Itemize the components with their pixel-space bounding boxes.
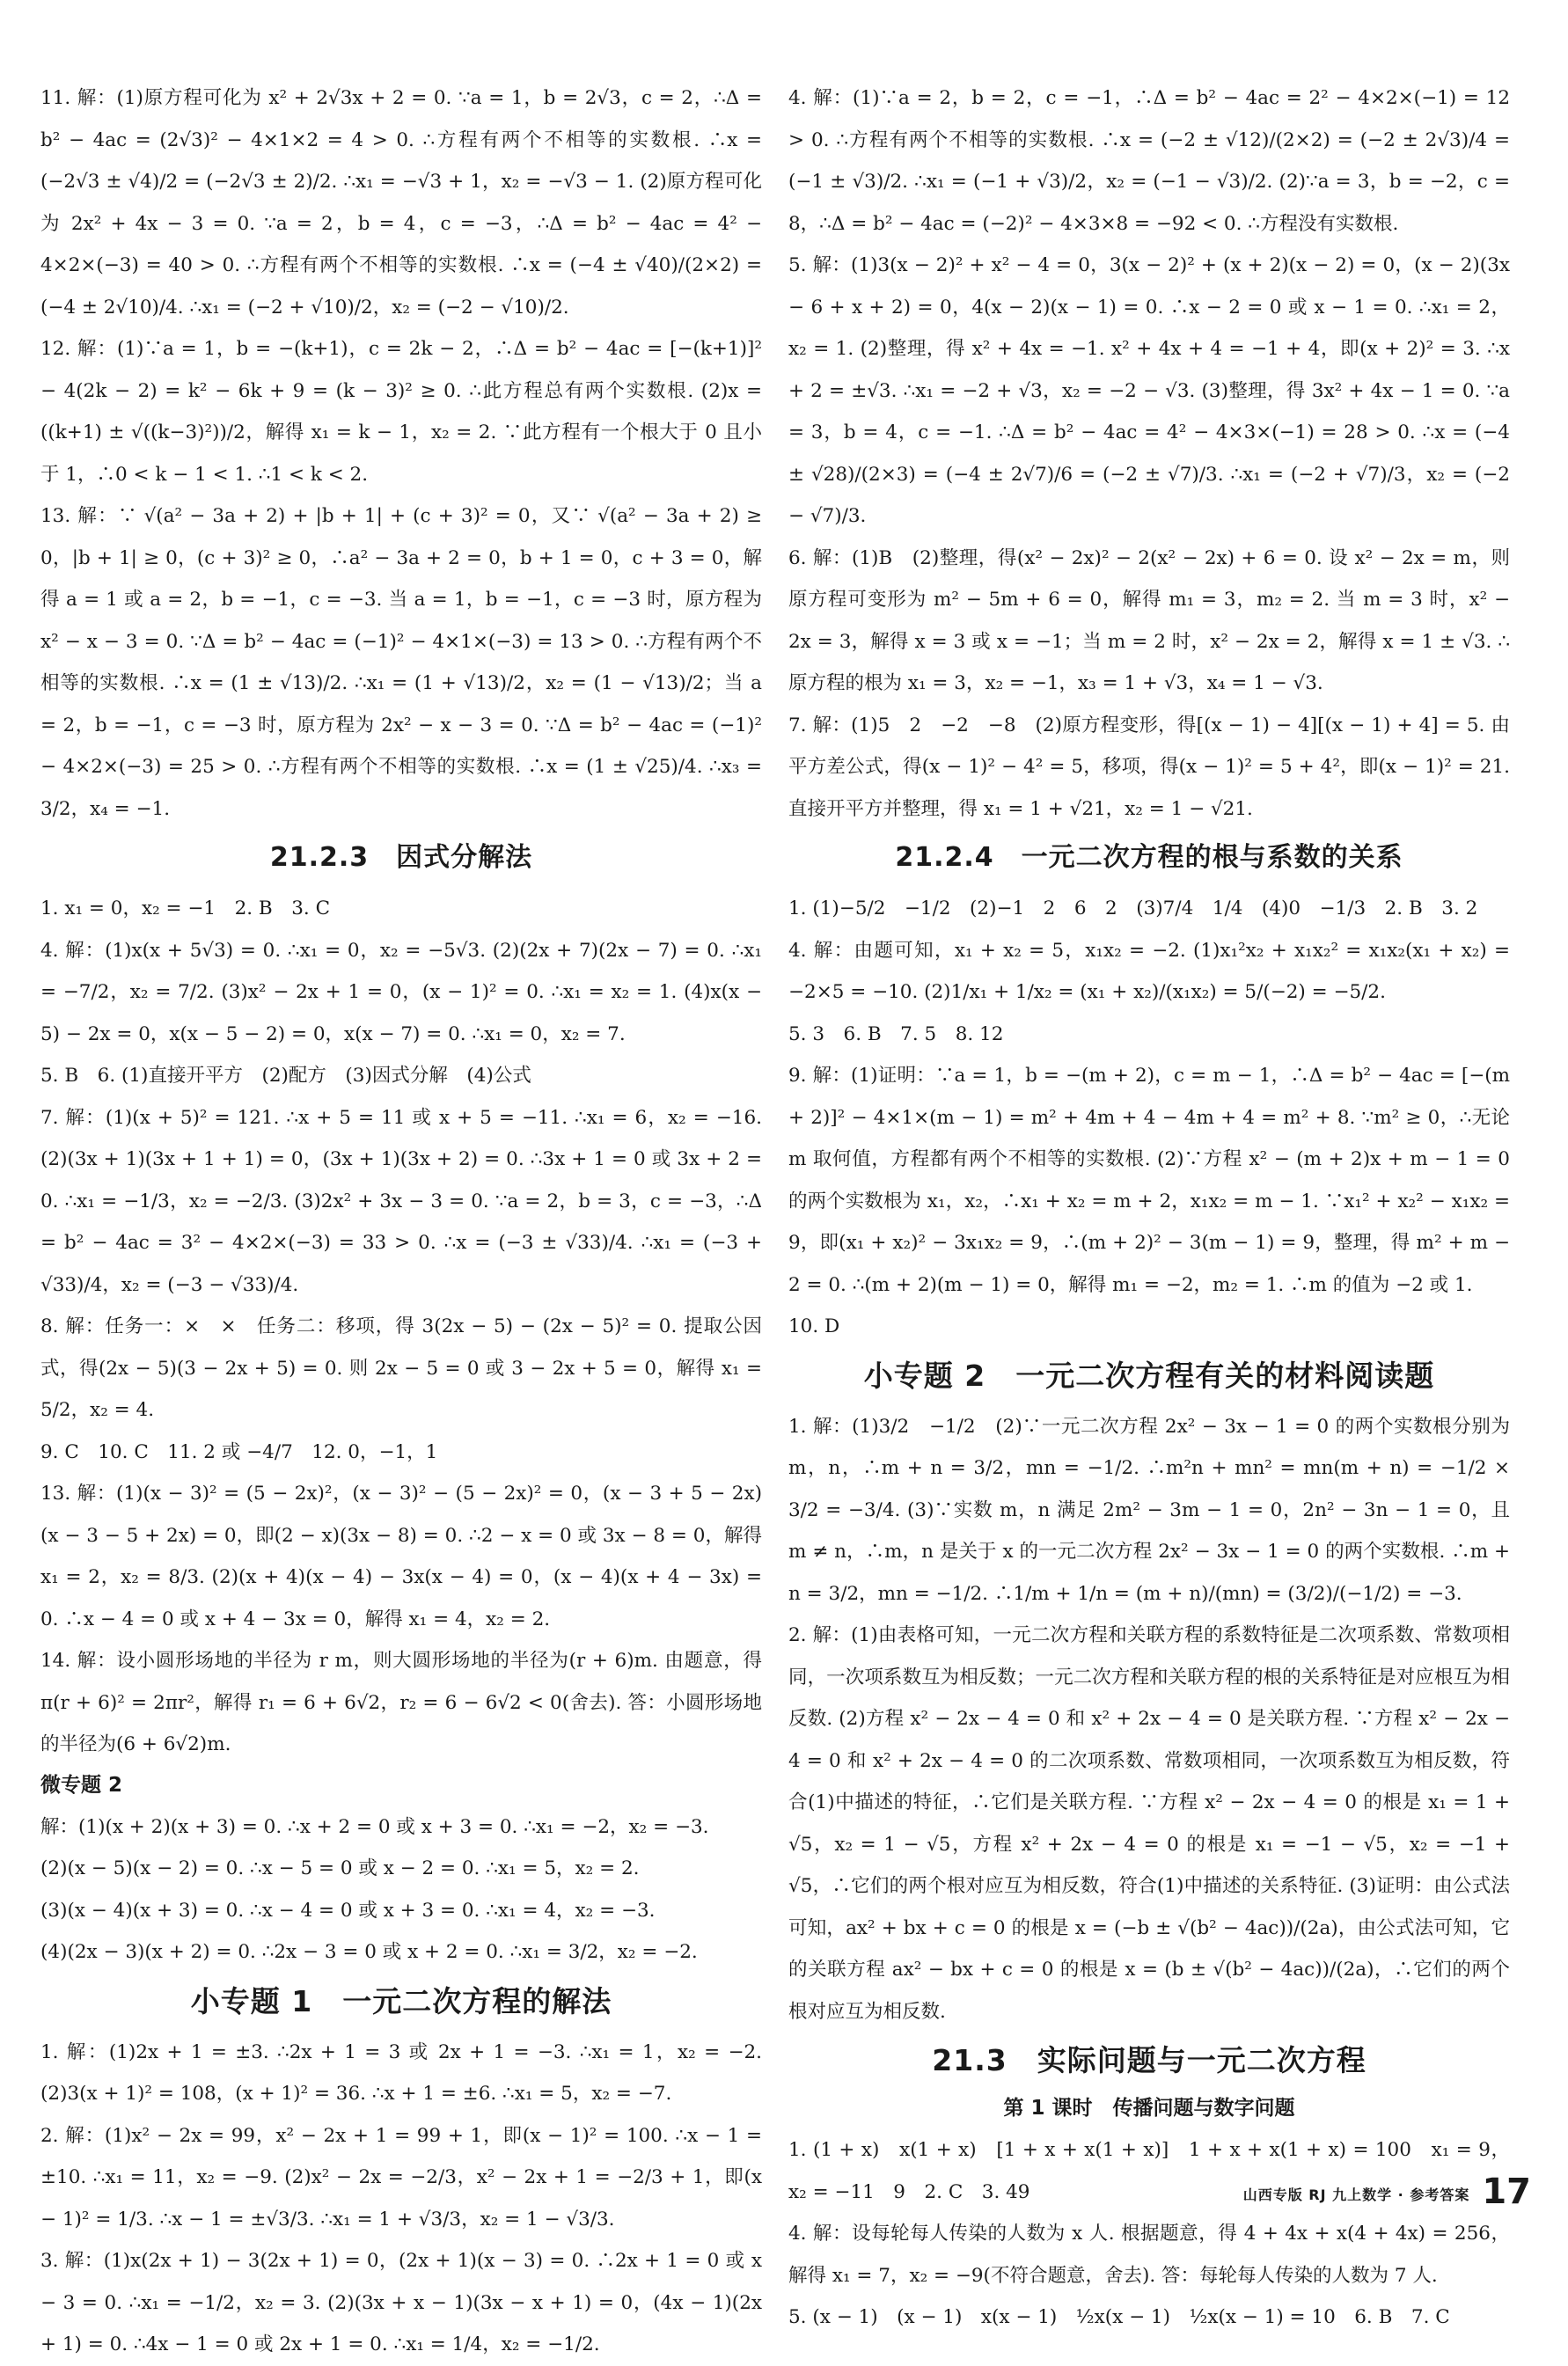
answer-11: 11. 解：(1)原方程可化为 x² + 2√3x + 2 = 0. ∵a = 1，b = 2√3，c = 2，∴Δ = b² − 4ac = (2√3)² − 4×1×2 = 4 > 0. ∴方程有两个不相等的实数根. ∴x = (−2√3 ± √4)/2 = (−2√3 ± 2)/2. ∴x₁ = −√3 + 1，x₂ = −√3 − 1. (2)原方程可化为 2x² + 4x − 3 = 0. ∵a = 2，b = 4，c = −3，∴Δ = b² − 4ac = 4² − 4×2×(−3) = 40 > 0. ∴方程有两个不相等的实数根. ∴x = (−4 ± √40)/(2×2) = (−4 ± 2√10)/4. ∴x₁ = (−2 + √10)/2，x₂ = (−2 − √10)/2. (40, 87, 762, 319)
left-column (40, 77, 762, 2366)
topic-1-answer-1: 1. 解：(1)2x + 1 = ±3. ∴2x + 1 = 3 或 2x + 1 = −3. ∴x₁ = 1，x₂ = −2. (2)3(x + 1)² = 108，(x + 1)² = 36. ∴x + 1 = ±6. ∴x₁ = 5，x₂ = −7. (40, 2040, 762, 2105)
section-21-2-4-title: 21.2.4 一元二次方程的根与系数的关系 (895, 842, 1403, 873)
micro-topic-2-part-3: (3)(x − 4)(x + 3) = 0. ∴x − 4 = 0 或 x + 3 = 0. ∴x₁ = 4，x₂ = −3. (40, 1899, 656, 1922)
answer-r6: 6. 解：(1)B (2)整理，得(x² − 2x)² − 2(x² − 2x) + 6 = 0. 设 x² − 2x = m，则原方程可变形为 m² − 5m + 6 = 0，解得 m₁ = 3，m₂ = 2. 当 m = 3 时，x² − 2x = 3，解得 x = 3 或 x = −1；当 m = 2 时，x² − 2x = 2，解得 x = 1 ± √3. ∴原方程的根为 x₁ = 3，x₂ = −1，x₃ = 1 + √3，x₄ = 1 − √3. (788, 546, 1510, 694)
answer-7: 7. 解：(1)(x + 5)² = 121. ∴x + 5 = 11 或 x + 5 = −11. ∴x₁ = 6，x₂ = −16. (2)(3x + 1)(3x + 1 + 1) = 0，(3x + 1)(3x + 2) = 0. ∴3x + 1 = 0 或 3x + 2 = 0. ∴x₁ = −1/3，x₂ = −2/3. (3)2x² + 3x − 3 = 0. ∵a = 2，b = 3，c = −3，∴Δ = b² − 4ac = 3² − 4×2×(−3) = 33 > 0. ∴x = (−3 ± √33)/4. ∴x₁ = (−3 + √33)/4，x₂ = (−3 − √33)/4. (40, 1106, 762, 1296)
section-21-2-3-title: 21.2.3 因式分解法 (269, 842, 533, 873)
topic-2-title: 小专题 2 一元二次方程有关的材料阅读题 (863, 1358, 1435, 1393)
answer-s5-8: 5. 3 6. B 7. 5 8. 12 (788, 1022, 1004, 1045)
section-21-3-title: 21.3 实际问题与一元二次方程 (932, 2043, 1367, 2077)
answer-v4: 4. 解：设每轮每人传染的人数为 x 人. 根据题意，得 4 + 4x + x(4 + 4x) = 256，解得 x₁ = 7，x₂ = −9(不符合题意，舍去). 答：每轮每人传染的人数为 7 人. (788, 2223, 1510, 2287)
footer-text: 山西专版 RJ 九上数学 · 参考答案 (1242, 2187, 1470, 2203)
answer-12: 12. 解：(1)∵a = 1，b = −(k+1)，c = 2k − 2，∴Δ = b² − 4ac = [−(k+1)]² − 4(2k − 2) = k² − 6k + 9 = (k − 3)² ≥ 0. ∴此方程总有两个实数根. (2)x = ((k+1) ± √((k−3)²))/2，解得 x₁ = k − 1，x₂ = 2. ∵此方程有一个根大于 0 且小于 1，∴0 < k − 1 < 1. ∴1 < k < 2. (40, 338, 762, 486)
topic-2-answer-2: 2. 解：(1)由表格可知，一元二次方程和关联方程的系数特征是二次项系数、常数项相同，一次项系数互为相反数；一元二次方程和关联方程的根的关系特征是对应根互为相反数. (2)方程 x² − 2x − 4 = 0 和 x² + 2x − 4 = 0 是关联方程. ∵方程 x² − 2x − 4 = 0 和 x² + 2x − 4 = 0 的二次项系数、常数项相同，一次项系数互为相反数，符合(1)中描述的特征，∴它们是关联方程. ∵方程 x² − 2x − 4 = 0 的根是 x₁ = 1 + √5，x₂ = 1 − √5，方程 x² + 2x − 4 = 0 的根是 x₁ = −1 − √5，x₂ = −1 + √5，∴它们的两个根对应互为相反数，符合(1)中描述的关系特征. (3)证明：由公式法可知，ax² + bx + c = 0 的根是 x = (−b ± √(b² − 4ac))/(2a)，由公式法可知，它的关联方程 ax² − bx + c = 0 的根是 x = (b ± √(b² − 4ac))/(2a)，∴它们的两个根对应互为相反数. (788, 1624, 1510, 2023)
micro-topic-2-part-2: (2)(x − 5)(x − 2) = 0. ∴x − 5 = 0 或 x − 2 = 0. ∴x₁ = 5，x₂ = 2. (40, 1857, 640, 1879)
micro-topic-2-title: 微专题 2 (40, 1773, 123, 1797)
answer-s4: 4. 解：由题可知，x₁ + x₂ = 5，x₁x₂ = −2. (1)x₁²x₂ + x₁x₂² = x₁x₂(x₁ + x₂) = −2×5 = −10. (2)1/x₁ + 1/x₂ = (x₁ + x₂)/(x₁x₂) = 5/(−2) = −5/2. (788, 939, 1510, 1003)
answer-13: 13. 解：∵ √(a² − 3a + 2) + |b + 1| + (c + 3)² = 0，又∵ √(a² − 3a + 2) ≥ 0，|b + 1| ≥ 0，(c + 3)² ≥ 0，∴a² − 3a + 2 = 0，b + 1 = 0，c + 3 = 0，解得 a = 1 或 a = 2，b = −1，c = −3. 当 a = 1，b = −1，c = −3 时，原方程为 x² − x − 3 = 0. ∵Δ = b² − 4ac = (−1)² − 4×1×(−3) = 13 > 0. ∴方程有两个不相等的实数根. ∴x = (1 ± √13)/2. ∴x₁ = (1 + √13)/2，x₂ = (1 − √13)/2；当 a = 2，b = −1，c = −3 时，原方程为 2x² − x − 3 = 0. ∵Δ = b² − 4ac = (−1)² − 4×2×(−3) = 25 > 0. ∴方程有两个不相等的实数根. ∴x = (1 ± √25)/4. ∴x₃ = 3/2，x₄ = −1. (40, 505, 762, 820)
topic-2-answer-1: 1. 解：(1)3/2 −1/2 (2)∵一元二次方程 2x² − 3x − 1 = 0 的两个实数根分别为 m，n，∴m + n = 3/2，mn = −1/2. ∴m²n + mn² = mn(m + n) = −1/2 × 3/2 = −3/4. (3)∵实数 m，n 满足 2m² − 3m − 1 = 0，2n² − 3n − 1 = 0，且 m ≠ n，∴m，n 是关于 x 的一元二次方程 2x² − 3x − 1 = 0 的两个实数根. ∴m + n = 3/2，mn = −1/2. ∴1/m + 1/n = (m + n)/(mn) = (3/2)/(−1/2) = −3. (788, 1415, 1510, 1605)
answer-9-12: 9. C 10. C 11. 2 或 −4/7 12. 0，−1，1 (40, 1440, 438, 1463)
answer-s10: 10. D (788, 1315, 840, 1337)
topic-1-title: 小专题 1 一元二次方程的解法 (190, 1983, 612, 2018)
answer-8: 8. 解：任务一：× × 任务二：移项，得 3(2x − 5) − (2x − 5)² = 0. 提取公因式，得(2x − 5)(3 − 2x + 5) = 0. 则 2x − 5 = 0 或 3 − 2x + 5 = 0，解得 x₁ = 5/2，x₂ = 4. (40, 1315, 762, 1421)
answer-v1-3: 1. (1 + x) x(1 + x) [1 + x + x(1 + x)] 1 + x + x(1 + x) = 100 x₁ = 9，x₂ = −11 9 2. C 3. 49 (788, 2139, 1510, 2203)
topic-1-answer-2: 2. 解：(1)x² − 2x = 99，x² − 2x + 1 = 99 + 1，即(x − 1)² = 100. ∴x − 1 = ±10. ∴x₁ = 11，x₂ = −9. (2)x² − 2x = −2/3，x² − 2x + 1 = −2/3 + 1，即(x − 1)² = 1/3. ∴x − 1 = ±√3/3. ∴x₁ = 1 + √3/3，x₂ = 1 − √3/3. (40, 2124, 762, 2230)
page-number: 17 (1482, 2172, 1531, 2212)
micro-topic-2-part-1: 解：(1)(x + 2)(x + 3) = 0. ∴x + 2 = 0 或 x + 3 = 0. ∴x₁ = −2，x₂ = −3. (40, 1815, 709, 1838)
answer-4: 4. 解：(1)x(x + 5√3) = 0. ∴x₁ = 0，x₂ = −5√3. (2)(2x + 7)(2x − 7) = 0. ∴x₁ = −7/2，x₂ = 7/2. (3)x² − 2x + 1 = 0，(x − 1)² = 0. ∴x₁ = x₂ = 1. (4)x(x − 5) − 2x = 0，x(x − 5 − 2) = 0，x(x − 7) = 0. ∴x₁ = 0，x₂ = 7. (40, 939, 762, 1045)
answer-13b: 13. 解：(1)(x − 3)² = (5 − 2x)²，(x − 3)² − (5 − 2x)² = 0，(x − 3 + 5 − 2x)(x − 3 − 5 + 2x) = 0，即(2 − x)(3x − 8) = 0. ∴2 − x = 0 或 3x − 8 = 0，解得 x₁ = 2，x₂ = 8/3. (2)(x + 4)(x − 4) − 3x(x − 4) = 0，(x − 4)(x + 4 − 3x) = 0. ∴x − 4 = 0 或 x + 4 − 3x = 0，解得 x₁ = 4，x₂ = 2. (40, 1483, 762, 1630)
answer-r4: 4. 解：(1)∵a = 2，b = 2，c = −1，∴Δ = b² − 4ac = 2² − 4×2×(−1) = 12 > 0. ∴方程有两个不相等的实数根. ∴x = (−2 ± √12)/(2×2) = (−2 ± 2√3)/4 = (−1 ± √3)/2. ∴x₁ = (−1 + √3)/2，x₂ = (−1 − √3)/2. (2)∵a = 3，b = −2，c = 8，∴Δ = b² − 4ac = (−2)² − 4×3×8 = −92 < 0. ∴方程没有实数根. (788, 87, 1510, 235)
answer-5-6: 5. B 6. (1)直接开平方 (2)配方 (3)因式分解 (4)公式 (40, 1065, 531, 1087)
lesson-1-subtitle: 第 1 课时 传播问题与数字问题 (1003, 2097, 1295, 2120)
answer-1-3: 1. x₁ = 0，x₂ = −1 2. B 3. C (40, 897, 331, 919)
page-footer (1242, 2172, 1531, 2212)
micro-topic-2-part-4: (4)(2x − 3)(x + 2) = 0. ∴2x − 3 = 0 或 x + 2 = 0. ∴x₁ = 3/2，x₂ = −2. (40, 1941, 698, 1963)
answer-v5-7: 5. (x − 1) (x − 1) x(x − 1) ½x(x − 1) ½x(x − 1) = 10 6. B 7. C (788, 2306, 1450, 2328)
answer-s9: 9. 解：(1)证明：∵a = 1，b = −(m + 2)，c = m − 1，∴Δ = b² − 4ac = [−(m + 2)]² − 4×1×(m − 1) = m² + 4m + 4 − 4m + 4 = m² + 8. ∵m² ≥ 0，∴无论 m 取何值，方程都有两个不相等的实数根. (2)∵方程 x² − (m + 2)x + m − 1 = 0 的两个实数根为 x₁，x₂，∴x₁ + x₂ = m + 2，x₁x₂ = m − 1. ∵x₁² + x₂² − x₁x₂ = 9，即(x₁ + x₂)² − 3x₁x₂ = 9，∴(m + 2)² − 3(m − 1) = 9，整理，得 m² + m − 2 = 0. ∴(m + 2)(m − 1) = 0，解得 m₁ = −2，m₂ = 1. ∴m 的值为 −2 或 1. (788, 1065, 1510, 1296)
right-column (788, 77, 1510, 2339)
answer-r7: 7. 解：(1)5 2 −2 −8 (2)原方程变形，得[(x − 1) − 4][(x − 1) + 4] = 5. 由平方差公式，得(x − 1)² − 4² = 5，移项，得(x − 1)² = 5 + 4²，即(x − 1)² = 21. 直接开平方并整理，得 x₁ = 1 + √21，x₂ = 1 − √21. (788, 714, 1510, 820)
answer-r5: 5. 解：(1)3(x − 2)² + x² − 4 = 0，3(x − 2)² + (x + 2)(x − 2) = 0，(x − 2)(3x − 6 + x + 2) = 0，4(x − 2)(x − 1) = 0. ∴x − 2 = 0 或 x − 1 = 0. ∴x₁ = 2，x₂ = 1. (2)整理，得 x² + 4x = −1. x² + 4x + 4 = −1 + 4，即(x + 2)² = 3. ∴x + 2 = ±√3. ∴x₁ = −2 + √3，x₂ = −2 − √3. (3)整理，得 3x² + 4x − 1 = 0. ∵a = 3，b = 4，c = −1. ∴Δ = b² − 4ac = 4² − 4×3×(−1) = 28 > 0. ∴x = (−4 ± √28)/(2×3) = (−4 ± 2√7)/6 = (−2 ± √7)/3. ∴x₁ = (−2 + √7)/3，x₂ = (−2 − √7)/3. (788, 254, 1510, 527)
topic-1-answer-3: 3. 解：(1)x(2x + 1) − 3(2x + 1) = 0，(2x + 1)(x − 3) = 0. ∴2x + 1 = 0 或 x − 3 = 0. ∴x₁ = −1/2，x₂ = 3. (2)(3x + x − 1)(3x − x + 1) = 0，(4x − 1)(2x + 1) = 0. ∴4x − 1 = 0 或 2x + 1 = 0. ∴x₁ = 1/4，x₂ = −1/2. (40, 2250, 762, 2355)
answer-s1-3: 1. (1)−5/2 −1/2 (2)−1 2 6 2 (3)7/4 1/4 (4)0 −1/3 2. B 3. 2 (788, 897, 1478, 919)
answer-14: 14. 解：设小圆形场地的半径为 r m，则大圆形场地的半径为(r + 6)m. 由题意，得 π(r + 6)² = 2πr²，解得 r₁ = 6 + 6√2，r₂ = 6 − 6√2 < 0(舍去). 答：小圆形场地的半径为(6 + 6√2)m. (40, 1650, 762, 1755)
